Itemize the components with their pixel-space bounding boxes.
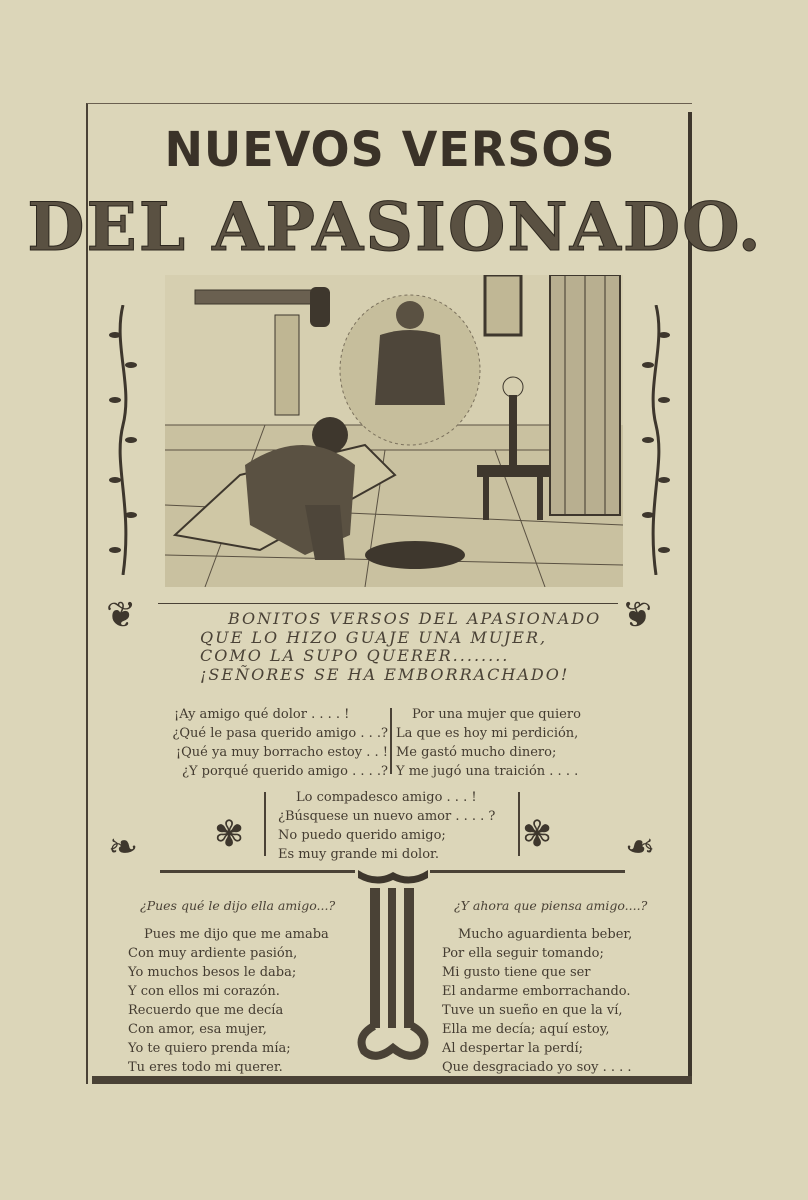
verse-line: Es muy grande mi dolor. (278, 847, 439, 862)
corner-ornament-left-icon: ✾ (214, 814, 245, 855)
verse-line: El andarme emborrachando. (442, 984, 631, 999)
vine-ornament-left-icon (108, 305, 138, 575)
page-border-bottom (92, 1076, 692, 1084)
verse-line: No puedo querido amigo; (278, 828, 446, 843)
section-rule (158, 603, 618, 604)
verse-line: Ella me decía; aquí estoy, (442, 1022, 610, 1037)
corner-ornament-top-right-icon: ❦ (622, 595, 653, 636)
question-heading: ¿Y ahora que piensa amigo....? (454, 898, 648, 913)
question-heading: ¿Pues qué le dijo ella amigo...? (140, 898, 336, 913)
corner-ornament-top-left-icon: ❦ (106, 595, 137, 636)
subtitle-line: COMO LA SUPO QUERER........ (200, 646, 510, 665)
corner-ornament-right-icon: ✾ (522, 814, 553, 855)
verse-line: Con muy ardiente pasión, (128, 946, 298, 961)
subtitle-line: ¡SEÑORES SE HA EMBORRACHADO! (200, 664, 570, 684)
subtitle-line: BONITOS VERSOS DEL APASIONADO (228, 609, 602, 628)
verse-line: La que es hoy mi perdición, (396, 726, 579, 741)
verse-line: Yo muchos besos le daba; (128, 965, 297, 980)
verse-line: Con amor, esa mujer, (128, 1022, 267, 1037)
verse-line: Me gastó mucho dinero; (396, 745, 557, 760)
verse-line: ¿Y porqué querido amigo . . . .? (181, 764, 388, 779)
verse-line: ¿Qué le pasa querido amigo . . .? (172, 726, 388, 741)
subtitle-line: QUE LO HIZO GUAJE UNA MUJER, (200, 627, 548, 647)
title-line-2: DEL APASIONADO. (27, 188, 763, 266)
verse-line: Mi gusto tiene que ser (442, 965, 591, 980)
title-line-1: NUEVOS VERSOS (164, 120, 616, 178)
center-stanza (278, 788, 495, 864)
verse-line: Yo te quiero prenda mía; (128, 1041, 291, 1056)
verse-line: Y con ellos mi corazón. (128, 984, 280, 999)
woodcut-illustration (165, 275, 623, 587)
verse-line: Por ella seguir tomando; (442, 946, 604, 961)
verse-line: ¡Qué ya muy borracho estoy . . ! (175, 745, 388, 760)
dialogue-right (396, 705, 581, 781)
vine-ornament-right-icon (641, 305, 671, 575)
verse-line: ¡Ay amigo qué dolor . . . . ! (174, 707, 350, 722)
verse-line: Y me jugó una traición . . . . (396, 764, 579, 779)
verse-line: Mucho aguardienta beber, (458, 927, 633, 942)
section-rule-left (160, 870, 355, 873)
corner-ornament-bottom-left-icon: ❧ (108, 827, 139, 868)
dialogue-left (158, 705, 388, 781)
corner-ornament-bottom-right-icon: ❧ (625, 827, 656, 868)
verse-line: Tu eres todo mi querer. (128, 1060, 283, 1075)
verse-line: Que desgraciado yo soy . . . . (442, 1060, 632, 1075)
section-rule-right (430, 870, 625, 873)
verse-line: ¿Búsquese un nuevo amor . . . . ? (278, 809, 496, 824)
left-column (128, 896, 335, 1077)
right-column (442, 896, 647, 1077)
verse-line: Por una mujer que quiero (412, 707, 581, 722)
column-ornament-icon (356, 866, 430, 1062)
stanza-bracket-right (518, 792, 520, 856)
verse-line: Tuve un sueño en que la ví, (442, 1003, 623, 1018)
stanza-bracket-left (264, 792, 266, 856)
subtitle (200, 610, 601, 684)
column-divider (390, 708, 392, 774)
verse-line: Al despertar la perdí; (442, 1041, 584, 1056)
verse-line: Recuerdo que me decía (128, 1003, 284, 1018)
verse-line: Pues me dijo que me amaba (144, 927, 329, 942)
verse-line: Lo compadesco amigo . . . ! (296, 790, 477, 805)
